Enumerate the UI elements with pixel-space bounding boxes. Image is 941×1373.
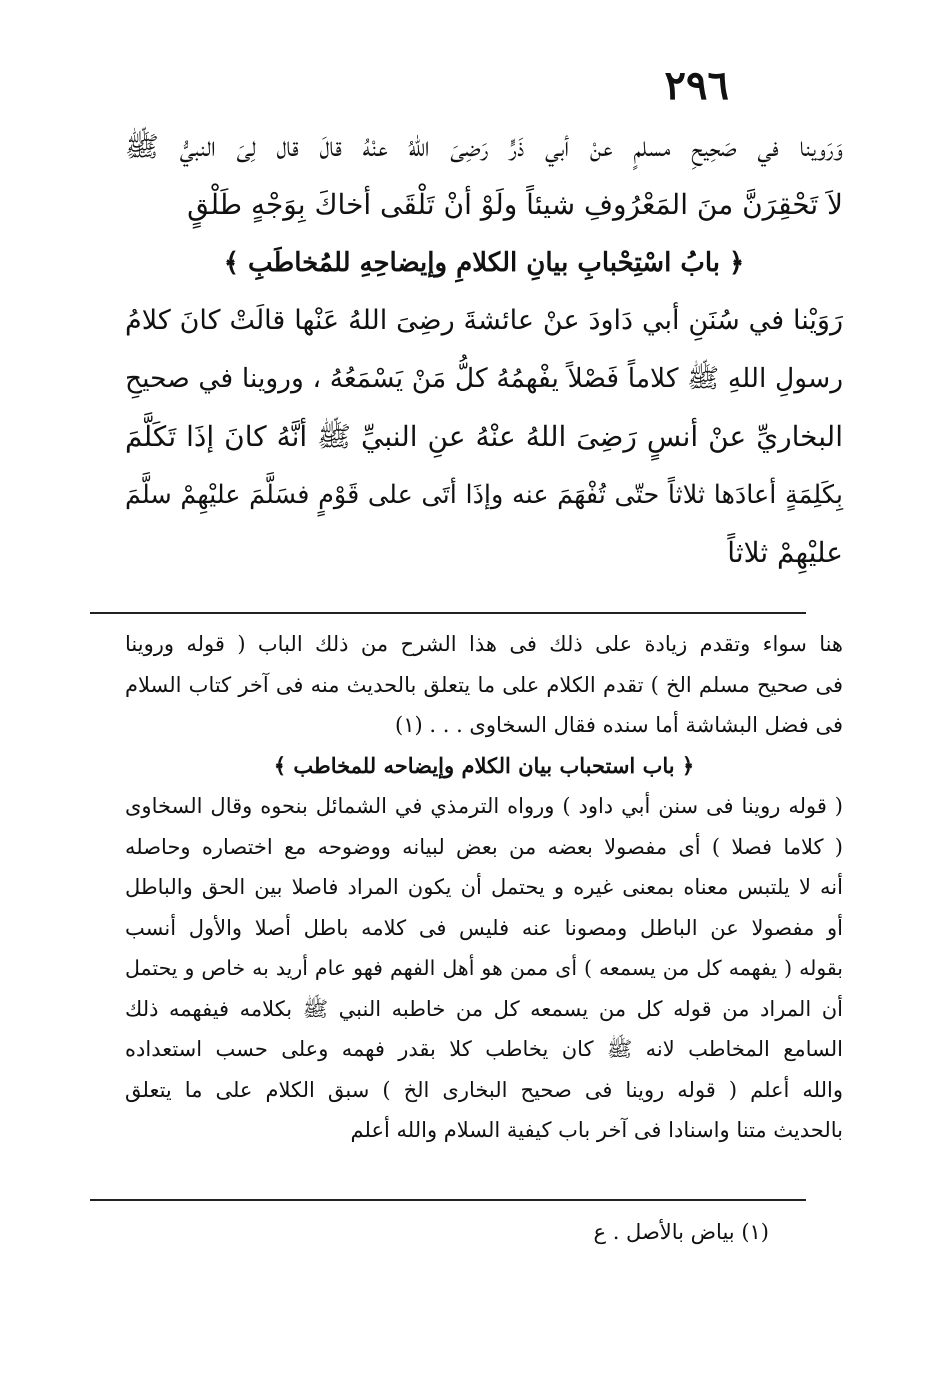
commentary-line: أن المراد من قوله كل من يسمعه كل من خاطبه النبي ﷺ بكلامه فيفهمه ذلك [125, 996, 843, 1021]
main-text-line: رَوَيْنا في سُنَنِ أبي دَاودَ عنْ عائشةَ رضِىَ اللهُ عَنْها قالَتْ كانَ كلامُ [125, 305, 843, 336]
footnote: (١) بياض بالأصل . ع [593, 1220, 769, 1244]
commentary-line: بقوله ( يفهمه كل من يسمعه ) أى ممن هو أهل الفهم فهو عام أريد به خاص و يحتمل [125, 956, 843, 980]
commentary-line: بالحديث متنا واسنادا فى آخر باب كيفية السلام والله أعلم [350, 1118, 843, 1142]
commentary-line: أنه لا يلتبس معناه بمعنى غيره و يحتمل أن يكون المراد فاصلا بين الحق والباطل [125, 875, 843, 899]
main-text-line: عليْهِمْ ثلاثاً [727, 536, 843, 569]
commentary-line: أو مفصولا عن الباطل ومصونا عنه فليس فى كلامه باطل أصلا والأول أنسب [125, 915, 843, 940]
main-text-line: لاَ تَحْقِرَنَّ منَ المَعْرُوفِ شيئاً ولَوْ أنْ تَلْقَى أخاكَ بِوَجْهٍ طَلْقٍ [187, 188, 843, 221]
main-text-block [125, 118, 843, 582]
chapter-heading: ﴿ بابُ اسْتِحْبابِ بيانِ الكلامِ وإيضاحِهِ للمُخاطَبِ ﴾ [223, 248, 745, 278]
commentary-line: السامع المخاطب لانه ﷺ كان يخاطب كلا بقدر فهمه وعلى حسب استعداده [125, 1037, 843, 1061]
main-text-line: وَرَوينا في صَحِيحِ مسلمٍ عنْ أبي ذَرٍّ رَضِىَ اللهُ عنْهُ قالَ قال لِىَ النبيُّ ﷺ [125, 130, 843, 163]
commentary-line: ( قوله روينا فى سنن أبي داود ) ورواه الترمذي في الشمائل بنحوه وقال السخاوى [125, 794, 843, 818]
main-text-line: بِكَلِمَةٍ أعادَها ثلاثاً حتّى تُفْهَمَ عنه وإذَا أتَى على قَوْمٍ فسَلَّمَ عليْهِمْ سلَّمَ [125, 480, 843, 510]
footnote-separator [90, 1199, 806, 1201]
commentary-line: هنا سواء وتقدم زيادة على ذلك فى هذا الشرح من ذلك الباب ( قوله وروينا [125, 632, 843, 656]
main-text-line: رسولِ اللهِ ﷺ كلاماً فَصْلاً يفْهمُهُ كلُّ مَنْ يَسْمَعُهُ ، وروينا في صحيحِ [125, 363, 843, 394]
commentary-line: فى فضل البشاشة أما سنده فقال السخاوى . . . (١) [395, 713, 843, 737]
separator-rule [90, 612, 806, 614]
main-text-line: البخاريِّ عنْ أنسٍ رَضِىَ اللهُ عنْهُ عنِ النبيِّ ﷺ أنَّهُ كانَ إذَا تَكَلَّمَ [125, 420, 843, 453]
commentary-line: والله أعلم ( قوله روينا فى صحيح البخارى الخ ) سبق الكلام على ما يتعلق [125, 1077, 843, 1102]
commentary-heading: ﴿ باب استحباب بيان الكلام وإيضاحه للمخاطب ﴾ [273, 752, 695, 778]
commentary-line: ( كلاما فصلا ) أى مفصولا بعضه من بعض لبيانه ووضوحه مع اختصاره وحاصله [125, 834, 843, 859]
commentary-line: فى صحيح مسلم الخ ) تقدم الكلام على ما يتعلق بالحديث منه فى آخر كتاب السلام [125, 672, 843, 697]
commentary-block [125, 624, 843, 1151]
page-number: ٢٩٦ [664, 62, 729, 109]
